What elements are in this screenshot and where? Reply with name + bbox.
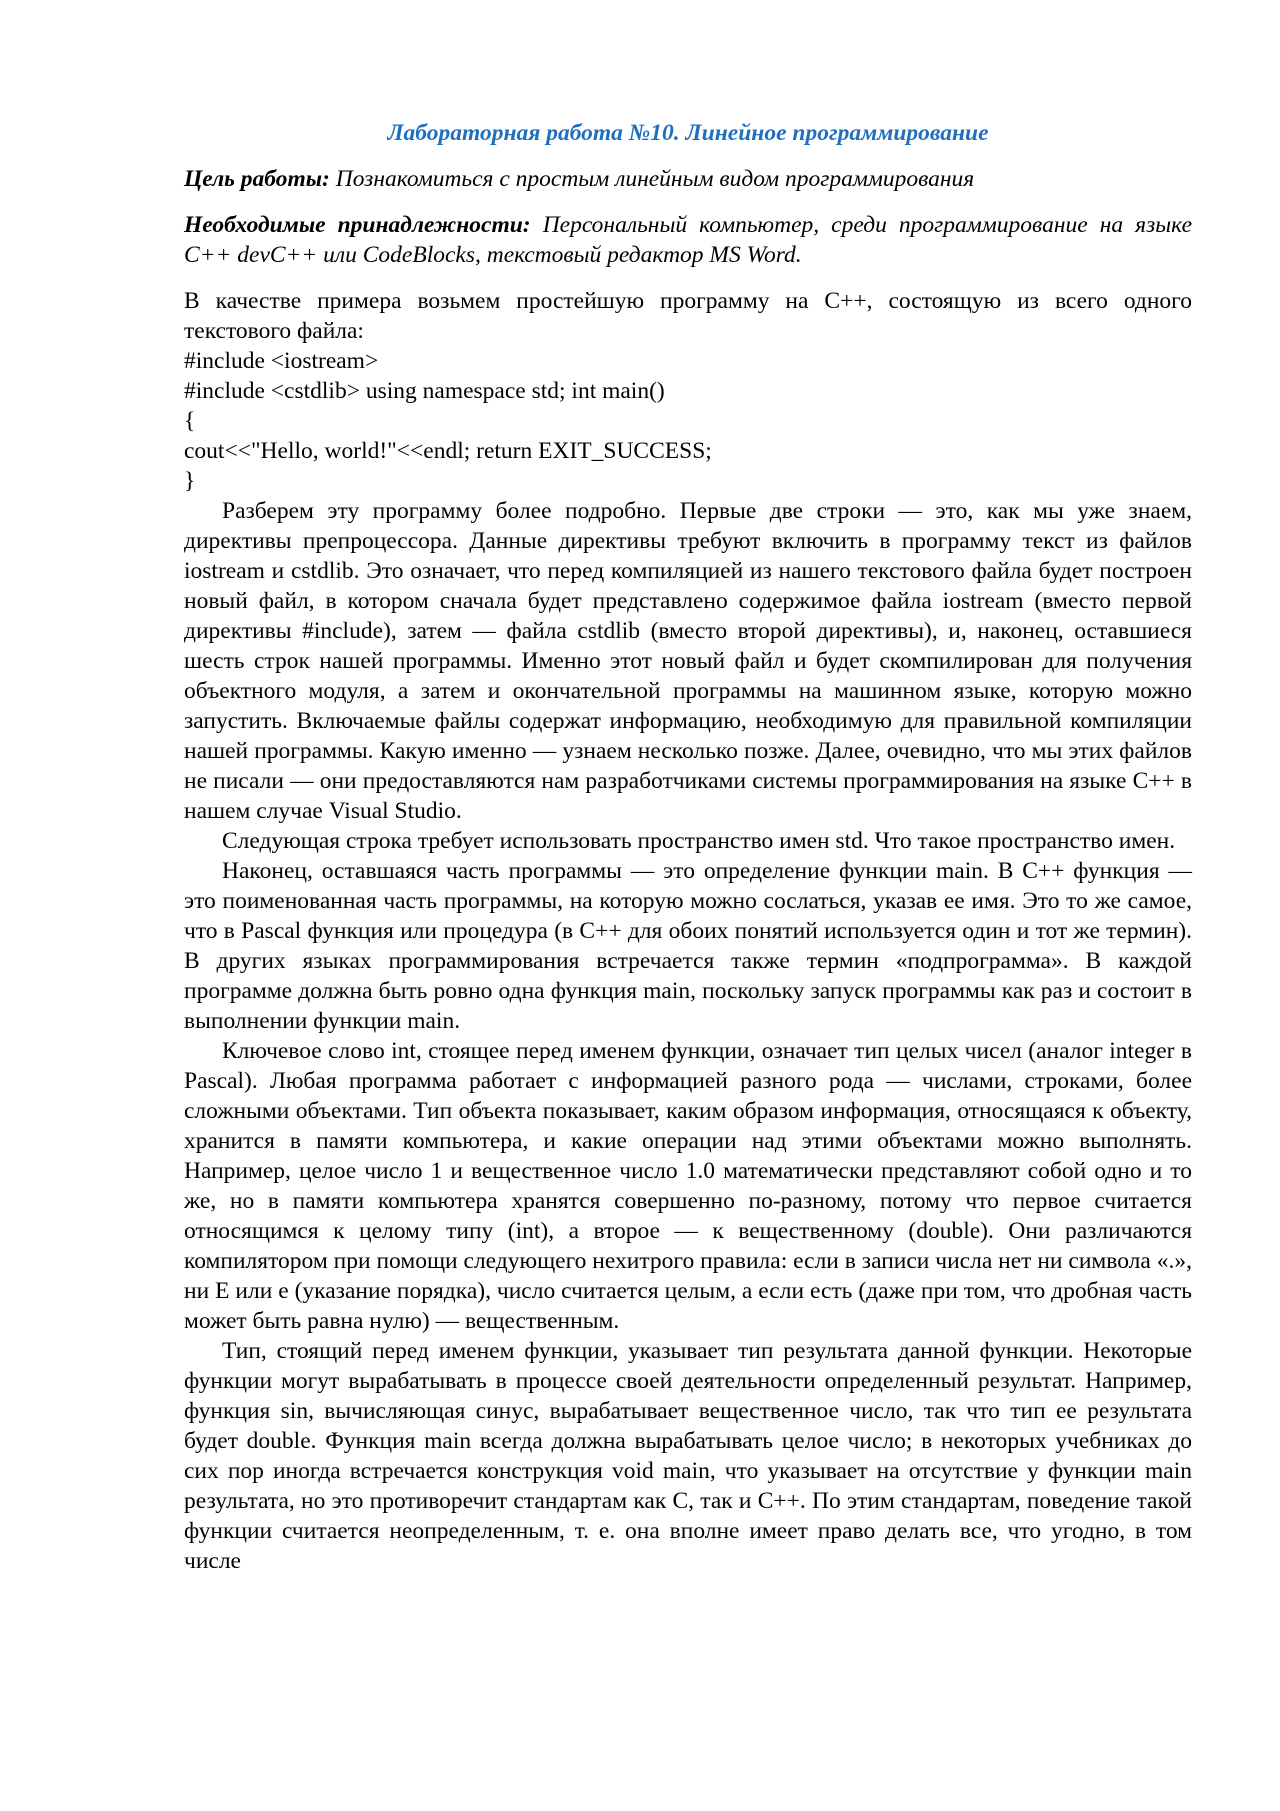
supplies-text: Персональный компьютер, среди программирование на языке С++ devC++ или CodeBlocks, текстовый редактор MS Word. xyxy=(184,212,1192,268)
goal-text: Познакомиться с простым линейным видом программирования xyxy=(335,166,975,192)
page-title: Лабораторная работа №10. Линейное программирование xyxy=(387,120,989,146)
goal-label: Цель работы: xyxy=(184,166,330,192)
supplies-line xyxy=(184,210,1192,270)
goal-line xyxy=(184,164,1192,194)
code-line: #include <iostream> xyxy=(184,348,379,374)
supplies-label: Необходимые принадлежности: xyxy=(184,212,531,238)
body-paragraph: Наконец, оставшаяся часть программы — это определение функции main. В C++ функция — это поименованная часть программы, на которую можно сослаться, указав ее имя. Это то же самое, что в Pascal функция или процедура (в C++ для обоих понятий используется один и тот же термин). В других языках программирования встречается также термин «подпрограмма». В каждой программе должна быть ровно одна функция main, поскольку запуск программы как раз и состоит в выполнении функции main. xyxy=(184,858,1192,1034)
body-paragraph: Разберем эту программу более подробно. Первые две строки — это, как мы уже знаем, директивы препроцессора. Данные директивы требуют включить в программу текст из файлов iostream и cstdlib. Это означает, что перед компиляцией из нашего текстового файла будет построен новый файл, в котором сначала будет представлено содержимое файла iostream (вместо первой директивы #include), затем — файла cstdlib (вместо второй директивы), и, наконец, оставшиеся шесть строк нашей программы. Именно этот новый файл и будет скомпилирован для получения объектного модуля, а затем и окончательной программы на машинном языке, которую можно запустить. Включаемые файлы содержат информацию, необходимую для правильной компиляции нашей программы. Какую именно — узнаем несколько позже. Далее, очевидно, что мы этих файлов не писали — они предоставляются нам разработчиками системы программирования на языке C++ в нашем случае Visual Studio. xyxy=(184,498,1192,824)
code-line: #include <cstdlib> using namespace std; int main() xyxy=(184,378,665,404)
code-line: } xyxy=(184,468,196,494)
body-paragraph: Ключевое слово int, стоящее перед именем функции, означает тип целых чисел (аналог integer в Pascal). Любая программа работает с информацией разного рода — числами, строками, более сложными объектами. Тип объекта показывает, каким образом информация, относящаяся к объекту, хранится в памяти компьютера, и какие операции над этими объектами можно выполнять. Например, целое число 1 и вещественное число 1.0 математически представляют собой одно и то же, но в памяти компьютера хранятся совершенно по-разному, потому что первое считается относящимся к целому типу (int), а второе — к вещественному (double). Они различаются компилятором при помощи следующего нехитрого правила: если в записи числа нет ни символа «.», ни E или e (указание порядка), число считается целым, а если есть (даже при том, что дробная часть может быть равна нулю) — вещественным. xyxy=(184,1038,1192,1334)
body-paragraph: Следующая строка требует использовать пространство имен std. Что такое пространство имен. xyxy=(222,828,1176,854)
code-line: cout<<"Hello, world!"<<endl; return EXIT_SUCCESS; xyxy=(184,438,712,464)
code-line: { xyxy=(184,408,196,434)
document-page xyxy=(184,118,1192,1576)
code-block xyxy=(184,346,1192,496)
body-paragraph: Тип, стоящий перед именем функции, указывает тип результата данной функции. Некоторые функции могут вырабатывать в процессе своей деятельности определенный результат. Например, функция sin, вычисляющая синус, вырабатывает вещественное число, так что тип ее результата будет double. Функция main всегда должна вырабатывать целое число; в некоторых учебниках до сих пор иногда встречается конструкция void main, что указывает на отсутствие у функции main результата, но это противоречит стандартам как C, так и C++. По этим стандартам, поведение такой функции считается неопределенным, т. е. она вполне имеет право делать все, что угодно, в том числе xyxy=(184,1338,1192,1574)
intro-paragraph: В качестве примера возьмем простейшую программу на C++, состоящую из всего одного текстового файла: xyxy=(184,288,1192,344)
